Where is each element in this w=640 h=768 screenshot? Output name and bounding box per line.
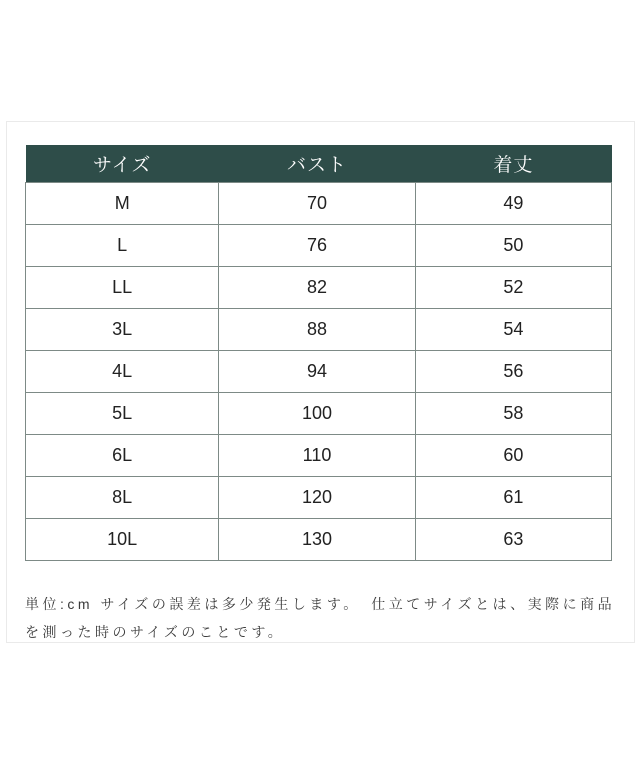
size-cell: 94 bbox=[219, 350, 415, 392]
size-cell: 82 bbox=[219, 266, 415, 308]
header-cell-size: サイズ bbox=[26, 145, 219, 182]
size-cell: 88 bbox=[219, 308, 415, 350]
size-cell: 110 bbox=[219, 434, 415, 476]
size-cell: 58 bbox=[415, 392, 611, 434]
size-cell: 10L bbox=[26, 518, 219, 560]
size-note: 単位:cm サイズの誤差は多少発生します。 仕立てサイズとは、実際に商品を測った時のサイズのことです。 bbox=[25, 595, 616, 640]
size-cell: 4L bbox=[26, 350, 219, 392]
size-table-body bbox=[26, 182, 612, 560]
header-cell-bust: バスト bbox=[219, 145, 415, 182]
size-row bbox=[26, 266, 612, 308]
size-row bbox=[26, 224, 612, 266]
size-cell: 100 bbox=[219, 392, 415, 434]
size-row bbox=[26, 182, 612, 224]
size-cell: 5L bbox=[26, 392, 219, 434]
size-table-header bbox=[26, 145, 612, 182]
size-cell: 61 bbox=[415, 476, 611, 518]
size-cell: 120 bbox=[219, 476, 415, 518]
header-cell-length: 着丈 bbox=[415, 145, 611, 182]
size-row bbox=[26, 476, 612, 518]
size-cell: M bbox=[26, 182, 219, 224]
size-row bbox=[26, 434, 612, 476]
size-cell: 8L bbox=[26, 476, 219, 518]
size-chart-card bbox=[6, 121, 635, 643]
size-cell: 56 bbox=[415, 350, 611, 392]
size-cell: 3L bbox=[26, 308, 219, 350]
size-cell: LL bbox=[26, 266, 219, 308]
size-cell: 50 bbox=[415, 224, 611, 266]
size-cell: 60 bbox=[415, 434, 611, 476]
size-row bbox=[26, 392, 612, 434]
size-cell: 54 bbox=[415, 308, 611, 350]
size-cell: 70 bbox=[219, 182, 415, 224]
size-row bbox=[26, 350, 612, 392]
size-cell: 52 bbox=[415, 266, 611, 308]
size-cell: 63 bbox=[415, 518, 611, 560]
size-row bbox=[26, 518, 612, 560]
header-row bbox=[26, 145, 612, 182]
size-row bbox=[26, 308, 612, 350]
size-table bbox=[25, 145, 612, 561]
size-cell: 76 bbox=[219, 224, 415, 266]
size-cell: 6L bbox=[26, 434, 219, 476]
size-cell: 49 bbox=[415, 182, 611, 224]
size-cell: 130 bbox=[219, 518, 415, 560]
size-cell: L bbox=[26, 224, 219, 266]
